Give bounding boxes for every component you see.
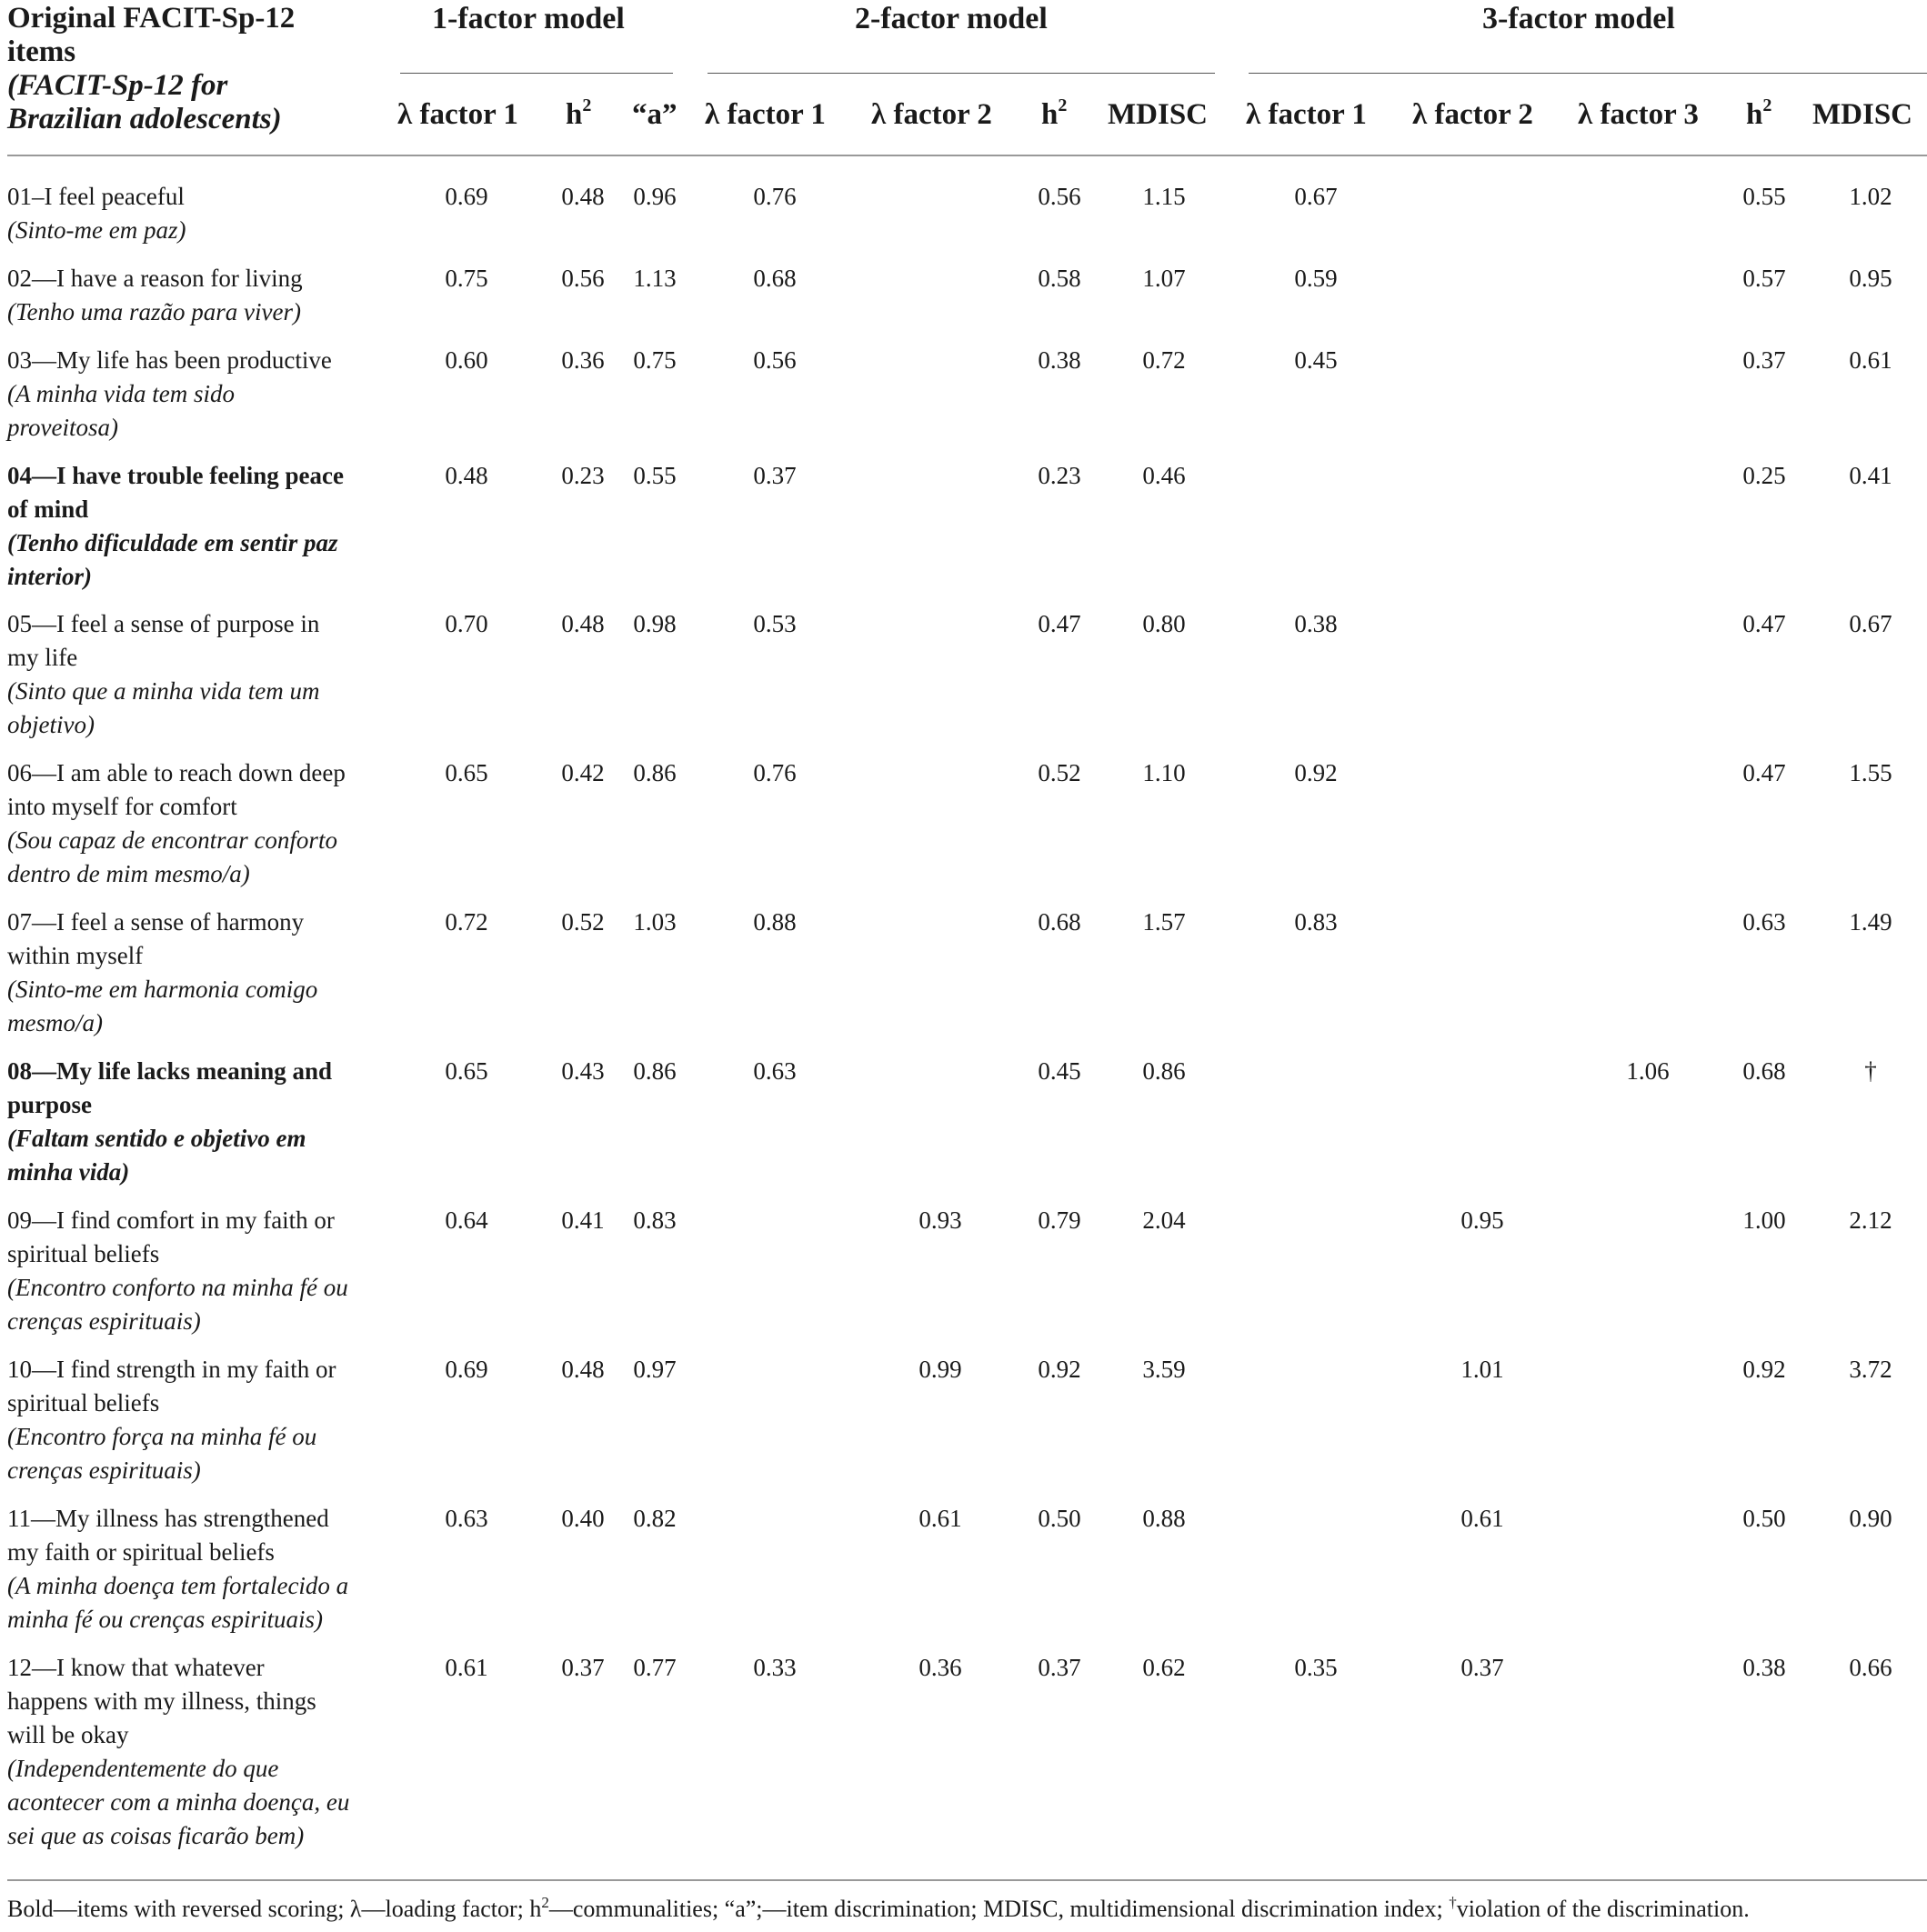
item-text-english: 08—My life lacks meaning and (7, 1057, 333, 1085)
column-header-superscript: 2 (1058, 95, 1068, 115)
column-header-superscript: 2 (1762, 95, 1772, 115)
value-cell: 0.92 (1038, 1356, 1081, 1383)
column-header-12 (1812, 98, 1912, 132)
value-cell: 0.68 (753, 265, 797, 292)
value-cell: 1.55 (1849, 759, 1892, 786)
item-text-english: 06—I am able to reach down deep (7, 759, 346, 786)
value-cell: 0.63 (1742, 908, 1786, 936)
value-cell: 0.38 (1038, 346, 1081, 374)
value-cell: 0.46 (1142, 462, 1186, 489)
item-text-portuguese: (Faltam sentido e objetivo em (7, 1125, 306, 1152)
value-cell: 0.42 (561, 759, 605, 786)
value-cell: 0.50 (1038, 1505, 1081, 1532)
value-cell: 0.23 (561, 462, 605, 489)
value-cell: 0.36 (561, 346, 605, 374)
item-cell (7, 1204, 380, 1338)
value-cell: 0.75 (633, 346, 677, 374)
value-cell: 0.43 (561, 1057, 605, 1085)
value-cell: 0.40 (561, 1505, 605, 1532)
column-header-8 (1246, 98, 1367, 132)
value-cell: 0.72 (445, 908, 488, 936)
value-cell: 0.69 (445, 183, 488, 210)
value-cell: 0.86 (633, 1057, 677, 1085)
value-cell: 0.25 (1742, 462, 1786, 489)
column-header-2 (566, 95, 592, 132)
value-cell: 1.03 (633, 908, 677, 936)
value-cell: 0.67 (1849, 610, 1892, 637)
value-cell: 0.98 (633, 610, 677, 637)
value-cell: 1.10 (1142, 759, 1186, 786)
item-text-portuguese: minha fé ou crenças espirituais) (7, 1606, 323, 1633)
column-header-label: λ factor 2 (1412, 98, 1533, 131)
value-cell: 0.65 (445, 1057, 488, 1085)
item-text-portuguese: acontecer com a minha doença, eu (7, 1788, 350, 1816)
item-text-portuguese: (A minha doença tem fortalecido a (7, 1572, 349, 1599)
value-cell: 0.23 (1038, 462, 1081, 489)
value-cell: 0.45 (1294, 346, 1338, 374)
item-text-english: 01–I feel peaceful (7, 183, 185, 210)
value-cell: 1.06 (1626, 1057, 1670, 1085)
column-header-10 (1578, 98, 1699, 132)
item-text-portuguese: (Encontro força na minha fé ou (7, 1423, 317, 1450)
column-header-superscript: 2 (582, 95, 592, 115)
value-cell: 0.83 (633, 1206, 677, 1234)
group-header-2-factor: 2-factor model (855, 2, 1048, 35)
column-header-label: MDISC (1108, 98, 1209, 131)
item-text-english: 10—I find strength in my faith or (7, 1356, 336, 1383)
item-text-portuguese: (Tenho dificuldade em sentir paz (7, 529, 338, 556)
value-cell: 0.62 (1142, 1654, 1186, 1681)
value-cell: 0.95 (1849, 265, 1892, 292)
value-cell: 0.59 (1294, 265, 1338, 292)
item-text-portuguese: (Encontro conforto na minha fé ou (7, 1274, 348, 1301)
item-text-portuguese: mesmo/a) (7, 1009, 103, 1036)
value-cell: 0.93 (918, 1206, 962, 1234)
item-text-english: 02—I have a reason for living (7, 265, 303, 292)
value-cell: 0.48 (445, 462, 488, 489)
value-cell: 1.00 (1742, 1206, 1786, 1234)
item-text-portuguese: (Tenho uma razão para viver) (7, 298, 301, 325)
value-cell: 0.65 (445, 759, 488, 786)
value-cell: 0.76 (753, 183, 797, 210)
column-header-label: λ factor 2 (871, 98, 992, 131)
item-text-portuguese: (Sinto que a minha vida tem um (7, 677, 320, 705)
value-cell: 0.68 (1742, 1057, 1786, 1085)
item-cell (7, 1651, 380, 1853)
value-cell: 0.69 (445, 1356, 488, 1383)
item-text-portuguese: (Sou capaz de encontrar conforto (7, 826, 337, 854)
value-cell: 0.41 (1849, 462, 1892, 489)
value-cell: 0.83 (1294, 908, 1338, 936)
value-cell: 0.72 (1142, 346, 1186, 374)
item-text-english: spiritual beliefs (7, 1240, 160, 1267)
item-text-portuguese: minha vida) (7, 1158, 130, 1186)
value-cell: 0.58 (1038, 265, 1081, 292)
item-text-english: spiritual beliefs (7, 1389, 160, 1416)
value-cell: 2.12 (1849, 1206, 1892, 1234)
value-cell: 0.47 (1038, 610, 1081, 637)
item-text-english: my life (7, 644, 78, 671)
group-header-3-factor: 3-factor model (1482, 2, 1675, 35)
item-text-english: 05—I feel a sense of purpose in (7, 610, 320, 637)
value-cell: 0.79 (1038, 1206, 1081, 1234)
column-header-9 (1412, 98, 1533, 132)
item-column-header (7, 2, 389, 136)
value-cell: 0.90 (1849, 1505, 1892, 1532)
item-cell (7, 756, 380, 891)
item-text-portuguese: objetivo) (7, 711, 95, 738)
item-text-english: 12—I know that whatever (7, 1654, 265, 1681)
item-text-portuguese: interior) (7, 563, 93, 590)
item-text-portuguese: crenças espirituais) (7, 1457, 201, 1484)
value-cell: 0.70 (445, 610, 488, 637)
item-text-english: 09—I find comfort in my faith or (7, 1206, 335, 1234)
value-cell: 0.56 (1038, 183, 1081, 210)
value-cell: 0.56 (561, 265, 605, 292)
item-text-portuguese: crenças espirituais) (7, 1307, 201, 1335)
value-cell: 0.37 (561, 1654, 605, 1681)
value-cell: 0.55 (1742, 183, 1786, 210)
column-header-label: h (566, 98, 583, 131)
value-cell: 0.86 (1142, 1057, 1186, 1085)
item-text-english: 03—My life has been productive (7, 346, 332, 374)
item-cell (7, 459, 380, 594)
value-cell: 0.88 (1142, 1505, 1186, 1532)
table-footnote (7, 1896, 1750, 1923)
value-cell: 0.67 (1294, 183, 1338, 210)
value-cell: 0.48 (561, 610, 605, 637)
header-bottom-rule (7, 155, 1927, 156)
value-cell: 0.63 (445, 1505, 488, 1532)
item-cell (7, 1502, 380, 1637)
value-cell: 0.35 (1294, 1654, 1338, 1681)
value-cell: 1.02 (1849, 183, 1892, 210)
value-cell: 0.95 (1460, 1206, 1504, 1234)
item-cell (7, 262, 380, 329)
item-text-english: within myself (7, 942, 144, 969)
value-cell: 0.92 (1742, 1356, 1786, 1383)
value-cell: 0.82 (633, 1505, 677, 1532)
value-cell: 0.47 (1742, 610, 1786, 637)
column-header-label: MDISC (1812, 98, 1913, 131)
group-rule-2-factor (708, 73, 1215, 74)
value-cell: 1.07 (1142, 265, 1186, 292)
value-cell: 0.37 (1742, 346, 1786, 374)
column-header-label: h (1746, 98, 1763, 131)
footnote-text-3: violation of the discrimination. (1456, 1896, 1750, 1922)
value-cell: 1.49 (1849, 908, 1892, 936)
value-cell: 0.61 (918, 1505, 962, 1532)
item-cell (7, 344, 380, 445)
value-cell: 0.47 (1742, 759, 1786, 786)
value-cell: 0.92 (1294, 759, 1338, 786)
column-header-11 (1746, 95, 1772, 132)
value-cell: 0.38 (1294, 610, 1338, 637)
column-header-6 (1041, 95, 1068, 132)
value-cell: 0.96 (633, 183, 677, 210)
value-cell: 0.75 (445, 265, 488, 292)
group-rule-1-factor (400, 73, 673, 74)
item-text-portuguese: proveitosa) (7, 414, 118, 441)
column-header-7 (1108, 98, 1208, 132)
value-cell: † (1864, 1057, 1877, 1085)
group-header-1-factor: 1-factor model (432, 2, 625, 35)
item-text-portuguese: (Sinto-me em harmonia comigo (7, 976, 318, 1003)
value-cell: 0.66 (1849, 1654, 1892, 1681)
value-cell: 3.59 (1142, 1356, 1186, 1383)
column-header-label: λ factor 1 (397, 98, 518, 131)
group-rule-3-factor (1249, 73, 1927, 74)
item-text-english: into myself for comfort (7, 793, 237, 820)
item-text-english: will be okay (7, 1721, 129, 1748)
value-cell: 0.57 (1742, 265, 1786, 292)
value-cell: 0.86 (633, 759, 677, 786)
item-text-english: 07—I feel a sense of harmony (7, 908, 305, 936)
column-header-5 (871, 98, 992, 132)
value-cell: 0.97 (633, 1356, 677, 1383)
value-cell: 0.53 (753, 610, 797, 637)
item-cell (7, 1055, 380, 1189)
column-header-label: “a” (632, 98, 677, 131)
footnote-text-1: Bold—items with reversed scoring; λ—loading factor; h (7, 1896, 542, 1922)
value-cell: 1.57 (1142, 908, 1186, 936)
item-text-portuguese: (Sinto-me em paz) (7, 216, 186, 244)
value-cell: 0.37 (753, 462, 797, 489)
value-cell: 0.77 (633, 1654, 677, 1681)
item-text-english: of mind (7, 496, 89, 523)
item-text-english: my faith or spiritual beliefs (7, 1538, 275, 1566)
column-header-3 (632, 98, 677, 132)
value-cell: 0.76 (753, 759, 797, 786)
item-text-portuguese: (Independentemente do que (7, 1755, 279, 1782)
column-header-label: λ factor 3 (1578, 98, 1699, 131)
item-text-portuguese: dentro de mim mesmo/a) (7, 860, 250, 887)
value-cell: 0.63 (753, 1057, 797, 1085)
value-cell: 0.55 (633, 462, 677, 489)
item-text-english: 11—My illness has strengthened (7, 1505, 329, 1532)
value-cell: 0.80 (1142, 610, 1186, 637)
value-cell: 0.68 (1038, 908, 1081, 936)
value-cell: 0.48 (561, 1356, 605, 1383)
item-cell (7, 1353, 380, 1487)
value-cell: 0.37 (1038, 1654, 1081, 1681)
item-text-english: 04—I have trouble feeling peace (7, 462, 344, 489)
value-cell: 0.38 (1742, 1654, 1786, 1681)
item-cell (7, 906, 380, 1040)
item-text-english: happens with my illness, things (7, 1687, 316, 1715)
value-cell: 0.52 (561, 908, 605, 936)
column-header-label: λ factor 1 (705, 98, 826, 131)
value-cell: 0.41 (561, 1206, 605, 1234)
value-cell: 0.61 (1849, 346, 1892, 374)
value-cell: 0.60 (445, 346, 488, 374)
value-cell: 0.52 (1038, 759, 1081, 786)
item-column-header-line2: items (7, 35, 76, 68)
value-cell: 0.45 (1038, 1057, 1081, 1085)
value-cell: 0.37 (1460, 1654, 1504, 1681)
item-cell (7, 607, 380, 742)
value-cell: 1.01 (1460, 1356, 1504, 1383)
value-cell: 0.64 (445, 1206, 488, 1234)
value-cell: 0.33 (753, 1654, 797, 1681)
value-cell: 3.72 (1849, 1356, 1892, 1383)
value-cell: 0.48 (561, 183, 605, 210)
footnote-rule (7, 1879, 1927, 1881)
value-cell: 2.04 (1142, 1206, 1186, 1234)
value-cell: 0.61 (1460, 1505, 1504, 1532)
column-header-label: h (1041, 98, 1059, 131)
value-cell: 0.61 (445, 1654, 488, 1681)
value-cell: 1.13 (633, 265, 677, 292)
value-cell: 0.50 (1742, 1505, 1786, 1532)
footnote-text-2: —communalities; “a”;—item discrimination; MDISC, multidimensional discrimination index; (548, 1896, 1450, 1922)
item-column-header-line1: Original FACIT-Sp-12 (7, 2, 296, 35)
item-text-english: purpose (7, 1091, 93, 1118)
item-cell (7, 180, 380, 247)
value-cell: 1.15 (1142, 183, 1186, 210)
value-cell: 0.99 (918, 1356, 962, 1383)
footnote-sup-1: 2 (541, 1894, 549, 1911)
footnote-sup-2: † (1449, 1894, 1457, 1911)
column-header-4 (705, 98, 826, 132)
column-header-1 (397, 98, 518, 132)
value-cell: 0.88 (753, 908, 797, 936)
value-cell: 0.36 (918, 1654, 962, 1681)
value-cell: 0.56 (753, 346, 797, 374)
column-header-label: λ factor 1 (1246, 98, 1367, 131)
item-text-portuguese: (A minha vida tem sido (7, 380, 235, 407)
item-column-header-line3: (FACIT-Sp-12 for (7, 69, 228, 102)
item-text-portuguese: sei que as coisas ficarão bem) (7, 1822, 305, 1849)
item-column-header-line4: Brazilian adolescents) (7, 103, 282, 135)
